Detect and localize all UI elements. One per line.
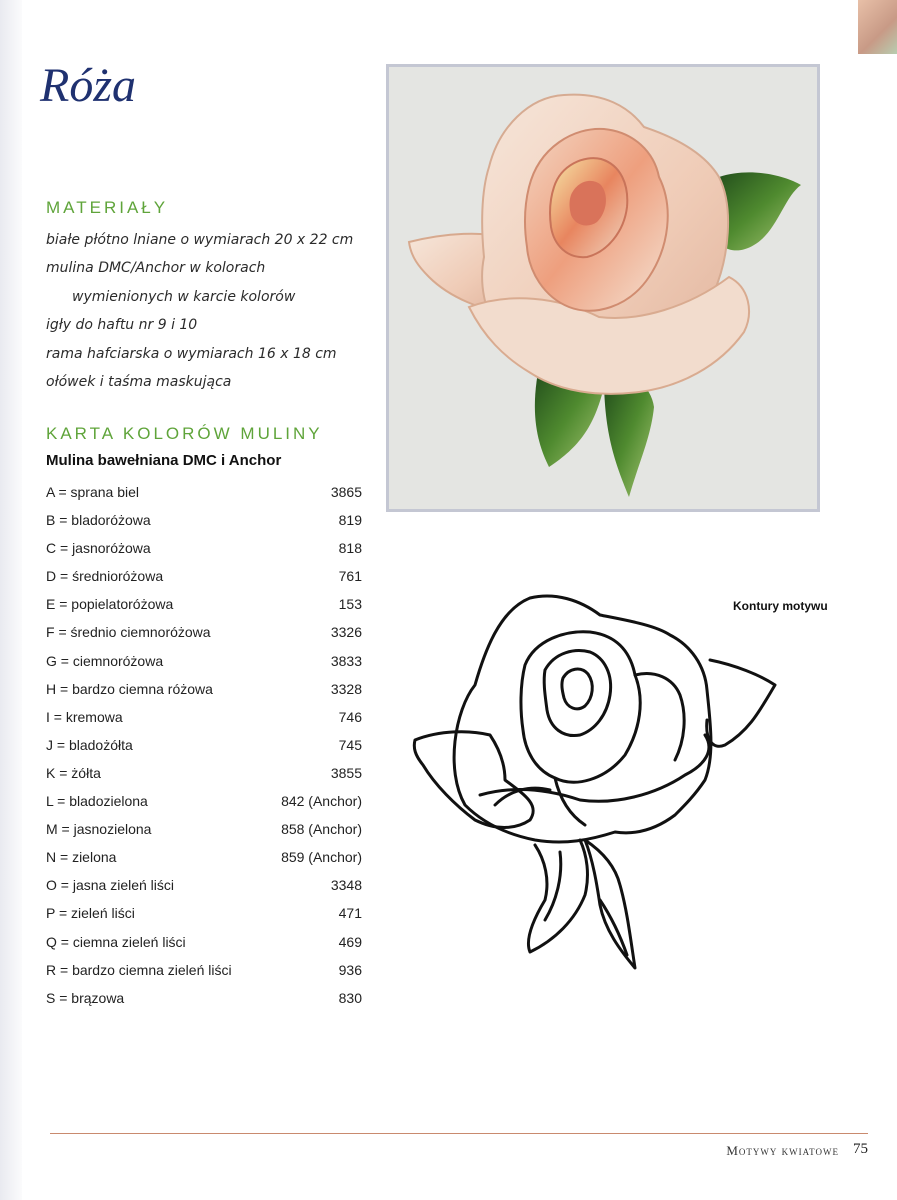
materials-item: białe płótno lniane o wymiarach 20 x 22 cm	[46, 232, 354, 248]
color-chart-row	[46, 815, 362, 843]
color-name: S = brązowa	[46, 989, 125, 1006]
color-name: R = bardzo ciemna zieleń liści	[46, 961, 232, 978]
color-code: 3326	[330, 624, 362, 641]
color-name: F = średnio ciemnoróżowa	[46, 624, 211, 641]
color-name: G = ciemnoróżowa	[46, 652, 164, 669]
page-number: 75	[853, 1141, 868, 1157]
materials-item: igły do haftu nr 9 i 10	[46, 317, 198, 334]
color-code: 745	[338, 736, 362, 753]
color-name: Q = ciemna zieleń liści	[46, 933, 186, 950]
footer-rule	[50, 1133, 868, 1134]
color-chart-row	[46, 478, 362, 506]
color-code: 153	[338, 596, 362, 613]
color-name: L = bladozielona	[46, 793, 148, 810]
corner-thumbnail-image	[858, 0, 897, 54]
color-chart-row	[46, 871, 362, 899]
color-chart-row	[46, 562, 362, 590]
color-code: 936	[338, 961, 362, 978]
color-name: D = średnioróżowa	[46, 568, 164, 585]
color-name: M = jasnozielona	[46, 821, 152, 838]
color-chart-row	[46, 759, 362, 787]
color-name: H = bardzo ciemna różowa	[46, 680, 213, 697]
color-chart-row	[46, 675, 362, 703]
color-chart-row	[46, 590, 362, 618]
color-chart-row	[46, 843, 362, 871]
color-name: P = zieleń liści	[46, 905, 135, 922]
color-code: 3328	[330, 680, 362, 697]
color-code: 746	[338, 708, 362, 725]
page-title: Róża	[40, 59, 136, 112]
materials-item: rama hafciarska o wymiarach 16 x 18 cm	[46, 345, 337, 362]
color-chart-row	[46, 787, 362, 815]
color-name: C = jasnoróżowa	[46, 540, 151, 557]
color-code: 3348	[330, 877, 362, 894]
color-name: J = bladożółta	[46, 736, 133, 753]
color-chart-heading: KARTA KOLORÓW MULINY	[46, 424, 323, 443]
color-chart-row	[46, 731, 362, 759]
color-code: 3855	[330, 764, 362, 781]
materials-list	[46, 226, 353, 396]
rose-photo-illustration	[389, 67, 817, 509]
color-chart-row	[46, 506, 362, 534]
color-code: 819	[338, 512, 362, 529]
embroidered-rose-photo	[386, 64, 820, 512]
materials-item: mulina DMC/Anchor w kolorach	[46, 260, 266, 277]
color-chart-row	[46, 899, 362, 927]
color-name: I = kremowa	[46, 708, 123, 725]
color-name: O = jasna zieleń liści	[46, 877, 175, 894]
color-code: 3865	[330, 484, 362, 500]
materials-item: wymienionych w karcie kolorów	[72, 288, 296, 305]
color-name: E = popielatoróżowa	[46, 596, 174, 613]
color-chart-row	[46, 984, 362, 1012]
color-name: N = zielona	[46, 849, 117, 866]
page-binding-shadow	[0, 0, 22, 1200]
color-code: 858 (Anchor)	[281, 821, 362, 838]
color-chart-row	[46, 534, 362, 562]
color-code: 818	[338, 540, 362, 557]
outline-label: Kontury motywu	[733, 599, 828, 613]
color-name: K = żółta	[46, 764, 101, 781]
color-name: B = bladoróżowa	[46, 512, 151, 529]
rose-outline-drawing	[405, 590, 790, 975]
color-code: 761	[338, 568, 362, 585]
color-code: 859 (Anchor)	[281, 849, 362, 866]
color-chart-row	[46, 703, 362, 731]
materials-heading: MATERIAŁY	[46, 198, 169, 217]
color-chart-list	[46, 478, 362, 1012]
color-code: 469	[338, 933, 362, 950]
color-name: A = sprana biel	[46, 484, 140, 500]
color-chart-row	[46, 956, 362, 984]
materials-item: ołówek i taśma maskująca	[46, 373, 232, 390]
color-chart-subheading: Mulina bawełniana DMC i Anchor	[46, 452, 282, 469]
color-chart-row	[46, 647, 362, 675]
color-code: 830	[338, 989, 362, 1006]
color-code: 842 (Anchor)	[281, 793, 362, 810]
running-head: Motywy kwiatowe	[726, 1143, 839, 1158]
color-chart-row	[46, 928, 362, 956]
color-code: 3833	[330, 652, 362, 669]
color-code: 471	[338, 905, 362, 922]
color-chart-row	[46, 618, 362, 646]
